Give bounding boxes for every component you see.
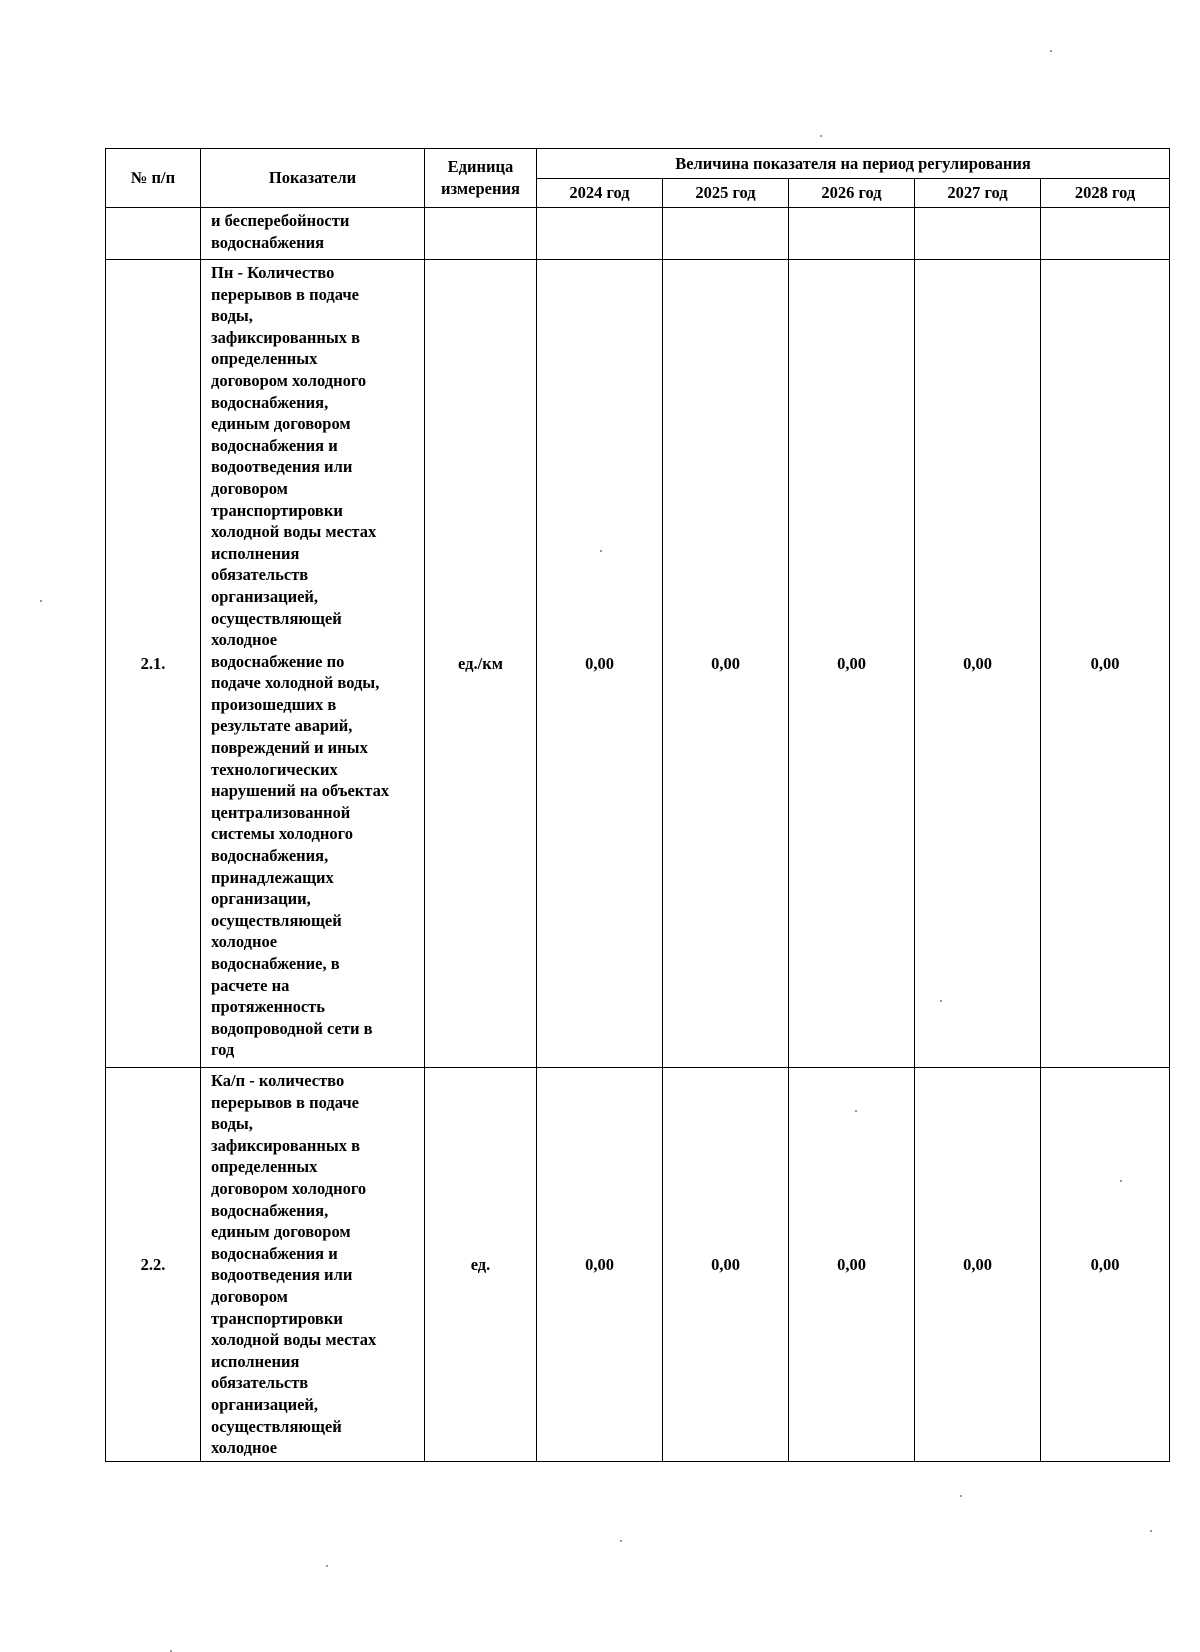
- indicator-text-line: воды,: [211, 1114, 253, 1134]
- table-row: [106, 260, 1170, 1068]
- table-row: [106, 208, 1170, 260]
- row-indicator-text: [201, 208, 425, 260]
- row-value-2024: 0,00: [537, 260, 663, 1068]
- indicator-text-line: холодное: [211, 932, 278, 952]
- indicator-text-line: водоснабжение по: [211, 651, 345, 671]
- indicator-text-line: договором: [211, 478, 288, 498]
- indicator-text-line: перерывов в подаче: [211, 284, 359, 304]
- row-number: 2.2.: [106, 1068, 201, 1462]
- row-value-2024: 0,00: [537, 1068, 663, 1462]
- indicator-text-line: определенных: [211, 1157, 318, 1177]
- indicator-text-line: зафиксированных в: [211, 327, 361, 347]
- indicator-text-line: Пн - Количество: [211, 263, 335, 282]
- row-value-2028: 0,00: [1041, 1068, 1170, 1462]
- table-row: [106, 1068, 1170, 1462]
- indicator-text-line: год: [211, 1040, 235, 1060]
- row-value-2024: [537, 208, 663, 260]
- scan-speck: [820, 135, 822, 137]
- indicator-text-line: договором холодного: [211, 370, 367, 390]
- indicator-text-line: нарушений на объектах: [211, 781, 390, 801]
- indicator-text-line: водоснабжение, в: [211, 954, 340, 973]
- row-value-2025: [663, 208, 789, 260]
- indicator-text-line: водоотведения или: [211, 457, 353, 477]
- indicator-text-line: осуществляющей: [211, 1416, 342, 1436]
- row-value-2028: [1041, 208, 1170, 260]
- indicator-text-line: единым договором: [211, 1222, 351, 1242]
- header-unit: [425, 149, 537, 208]
- header-year: 2024 год: [537, 179, 663, 208]
- scan-speck: [40, 600, 42, 602]
- indicator-text-line: осуществляющей: [211, 608, 342, 628]
- indicator-text-line: водоснабжения,: [211, 1200, 329, 1220]
- row-unit: ед./км: [425, 260, 537, 1068]
- row-value-2027: 0,00: [915, 1068, 1041, 1462]
- header-year: 2028 год: [1041, 179, 1170, 208]
- indicator-text-line: подаче холодной воды,: [211, 673, 380, 693]
- indicator-text-line: перерывов в подаче: [211, 1092, 359, 1112]
- scan-speck: [600, 550, 602, 552]
- indicator-text-line: осуществляющей: [211, 910, 342, 930]
- indicator-text-line: результате аварий,: [211, 716, 353, 736]
- indicator-text-line: обязательств: [211, 1373, 309, 1393]
- document-page: [105, 148, 1169, 1462]
- row-value-2027: 0,00: [915, 260, 1041, 1068]
- row-number: [106, 208, 201, 260]
- indicator-text-line: договором холодного: [211, 1178, 367, 1198]
- indicator-text-line: договором: [211, 1286, 288, 1306]
- scan-speck: [1120, 1180, 1122, 1182]
- row-value-2025: 0,00: [663, 1068, 789, 1462]
- header-year: 2025 год: [663, 179, 789, 208]
- indicator-text-line: зафиксированных в: [211, 1135, 361, 1155]
- row-unit: [425, 208, 537, 260]
- scan-speck: [326, 1565, 328, 1567]
- indicator-text-line: произошедших в: [211, 694, 337, 714]
- scan-speck: [940, 1000, 942, 1002]
- indicator-text-line: водопроводной сети в: [211, 1018, 373, 1038]
- indicator-text-line: определенных: [211, 349, 318, 369]
- header-unit-line: Единица: [447, 157, 514, 177]
- indicator-text-line: обязательств: [211, 565, 309, 585]
- header-year: 2027 год: [915, 179, 1041, 208]
- indicator-text-line: и бесперебойности: [211, 211, 350, 230]
- indicator-text-line: транспортировки: [211, 500, 343, 520]
- row-value-2027: [915, 208, 1041, 260]
- indicator-text-line: холодной воды местах: [211, 1330, 377, 1350]
- header-period: Величина показателя на период регулирования: [537, 149, 1170, 179]
- indicator-text-line: транспортировки: [211, 1308, 343, 1328]
- row-value-2026: 0,00: [789, 1068, 915, 1462]
- indicator-text-line: системы холодного: [211, 824, 353, 844]
- indicator-text-line: централизованной: [211, 802, 351, 822]
- header-indicators: Показатели: [201, 149, 425, 208]
- indicator-text-line: организации,: [211, 889, 311, 909]
- scan-speck: [960, 1495, 962, 1497]
- row-number: 2.1.: [106, 260, 201, 1068]
- indicator-text-line: холодной воды местах: [211, 522, 377, 542]
- table-body: [106, 208, 1170, 1462]
- indicator-text-line: организацией,: [211, 586, 319, 606]
- row-value-2025: 0,00: [663, 260, 789, 1068]
- row-unit: ед.: [425, 1068, 537, 1462]
- indicator-text-line: расчете на: [211, 975, 290, 995]
- row-value-2028: 0,00: [1041, 260, 1170, 1068]
- scan-speck: [620, 1540, 622, 1542]
- scan-speck: [855, 1110, 857, 1112]
- indicator-text-line: холодное: [211, 630, 278, 650]
- row-value-2026: [789, 208, 915, 260]
- indicator-text-line: принадлежащих: [211, 867, 334, 887]
- indicator-text-line: единым договором: [211, 414, 351, 434]
- indicator-text-line: повреждений и иных: [211, 738, 368, 758]
- indicator-text-line: водоснабжения и: [211, 435, 338, 455]
- indicator-text-line: водоснабжения и: [211, 1243, 338, 1263]
- row-value-2026: 0,00: [789, 260, 915, 1068]
- row-indicator-text: [201, 260, 425, 1068]
- header-unit-line: измерения: [441, 179, 520, 198]
- header-year: 2026 год: [789, 179, 915, 208]
- scan-speck: [1050, 50, 1052, 52]
- indicator-text-line: технологических: [211, 759, 338, 779]
- indicator-text-line: Ка/п - количество: [211, 1071, 345, 1090]
- indicator-text-line: исполнения: [211, 1351, 300, 1371]
- scan-speck: [1150, 1530, 1152, 1532]
- indicator-text-line: водоснабжения: [211, 232, 325, 252]
- header-num: № п/п: [106, 149, 201, 208]
- indicator-text-line: исполнения: [211, 543, 300, 563]
- indicator-text-line: воды,: [211, 306, 253, 326]
- indicator-text-line: протяженность: [211, 997, 326, 1017]
- indicator-text-line: организацией,: [211, 1394, 319, 1414]
- indicator-text-line: водоотведения или: [211, 1265, 353, 1285]
- indicator-text-line: водоснабжения,: [211, 846, 329, 866]
- indicator-text-line: холодное: [211, 1438, 278, 1458]
- indicators-table: [105, 148, 1170, 1462]
- row-indicator-text: [201, 1068, 425, 1462]
- indicator-text-line: водоснабжения,: [211, 392, 329, 412]
